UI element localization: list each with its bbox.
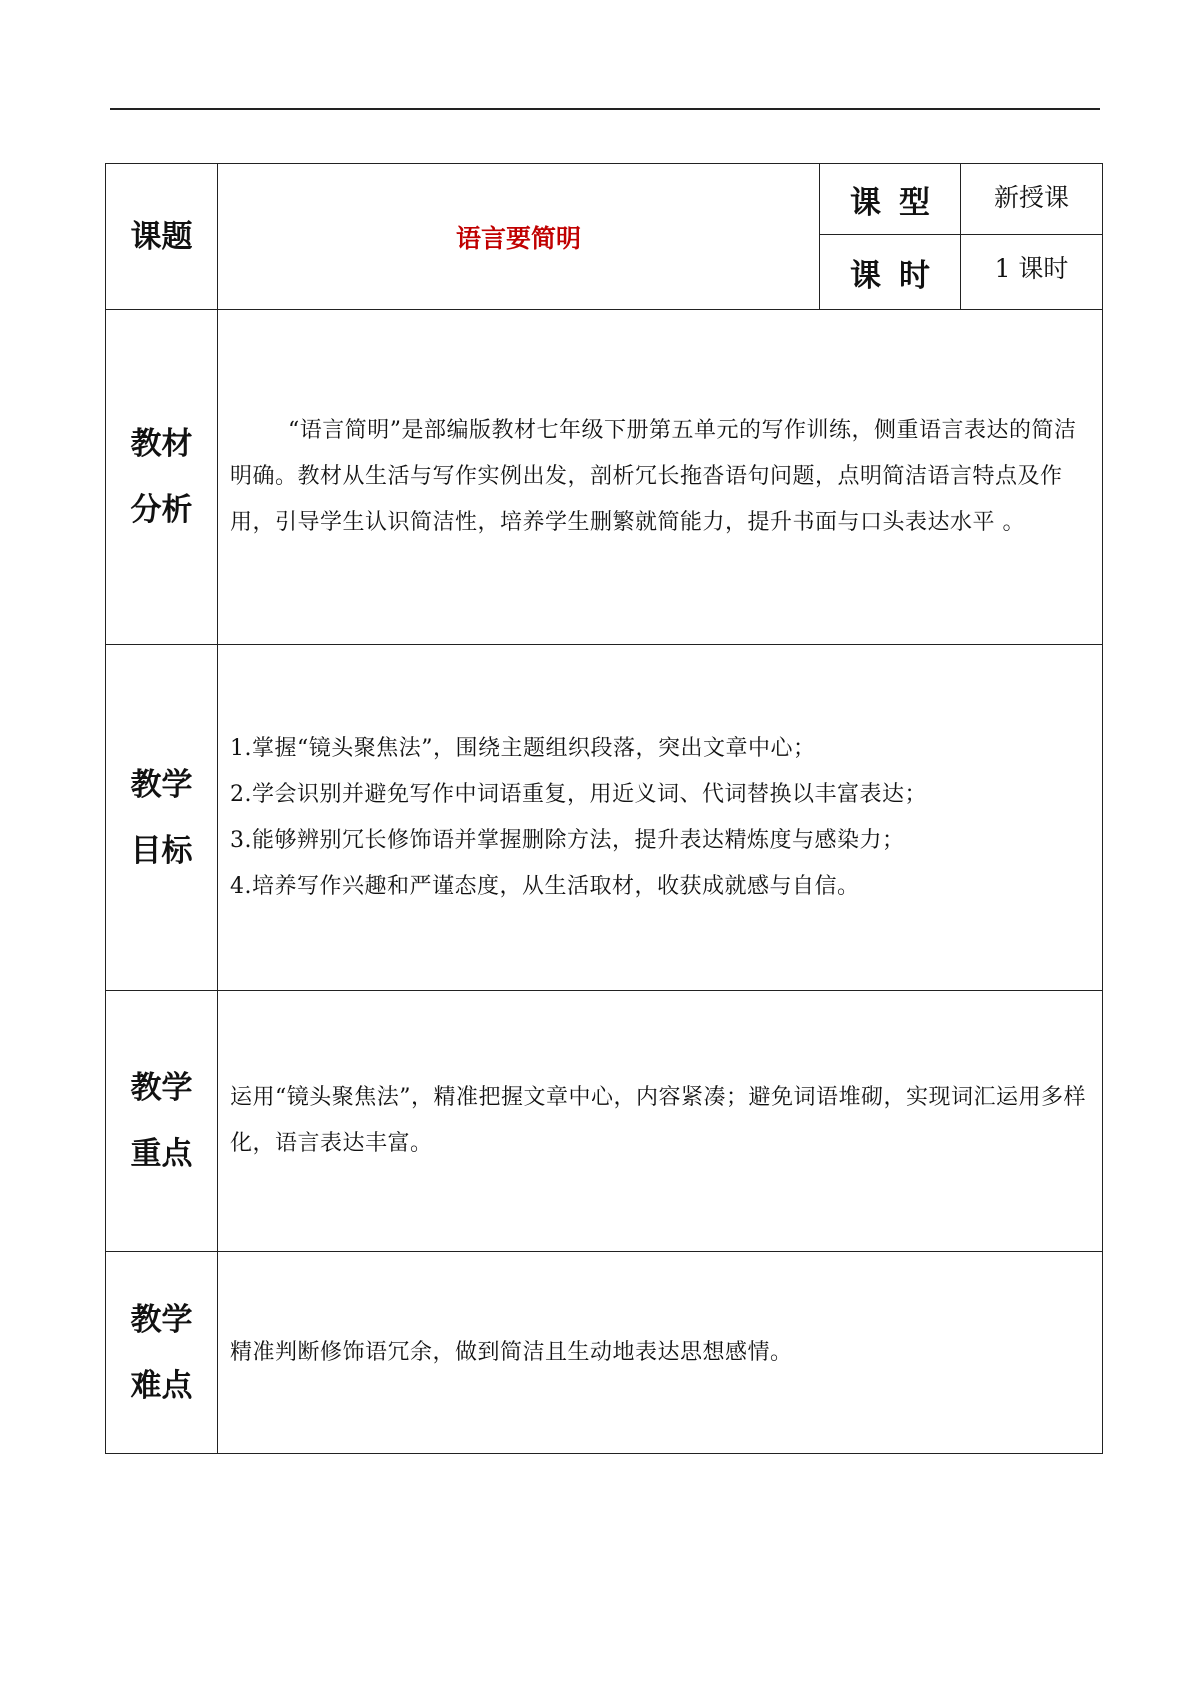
difficulties: [218, 1252, 1103, 1454]
goals-row: [106, 645, 1103, 991]
topic-title: 语言要简明: [218, 164, 820, 310]
key-points-text: 运用“镜头聚焦法”，精准把握文章中心，内容紧凑；避免词语堆砌，实现词汇运用多样化，语言表达丰富。: [230, 1085, 1086, 1156]
material-label: 教材 分析: [106, 310, 218, 645]
difficulties-row: [106, 1252, 1103, 1454]
difficulties-label: 教学 难点: [106, 1252, 218, 1454]
type-value: 新授课: [961, 164, 1103, 235]
goal-item: 3.能够辨别冗长修饰语并掌握删除方法，提升表达精炼度与感染力；: [230, 827, 905, 853]
period-label: 课时: [820, 235, 961, 310]
material-text: “语言简明”是部编版教材七年级下册第五单元的写作训练，侧重语言表达的简洁明确。教材从生活与写作实例出发，剖析冗长拖沓语句问题，点明简洁语言特点及作用，引导学生认识简洁性，培养学生删繁就简能力，提升书面与口头表达水平 。: [230, 418, 1077, 535]
lesson-plan-table: [105, 163, 1103, 1454]
goal-item: 4.培养写作兴趣和严谨态度，从生活取材，收获成就感与自信。: [230, 873, 860, 899]
type-label: 课型: [820, 164, 961, 235]
key-points-label: 教学 重点: [106, 991, 218, 1252]
key-points-row: [106, 991, 1103, 1252]
goal-item: 2.学会识别并避免写作中词语重复，用近义词、代词替换以丰富表达；: [230, 781, 927, 807]
difficulties-text: 精准判断修饰语冗余，做到简洁且生动地表达思想感情。: [230, 1339, 793, 1365]
goal-item: 1.掌握“镜头聚焦法”，围绕主题组织段落，突出文章中心；: [230, 735, 816, 761]
period-value: 1 课时: [961, 235, 1103, 310]
material-row: [106, 310, 1103, 645]
goals-label: 教学 目标: [106, 645, 218, 991]
teaching-goals: [218, 645, 1103, 991]
header-rule: [110, 108, 1100, 110]
material-analysis: [218, 310, 1103, 645]
header-row-type: [106, 164, 1103, 235]
topic-label: 课题: [106, 164, 218, 310]
key-points: [218, 991, 1103, 1252]
